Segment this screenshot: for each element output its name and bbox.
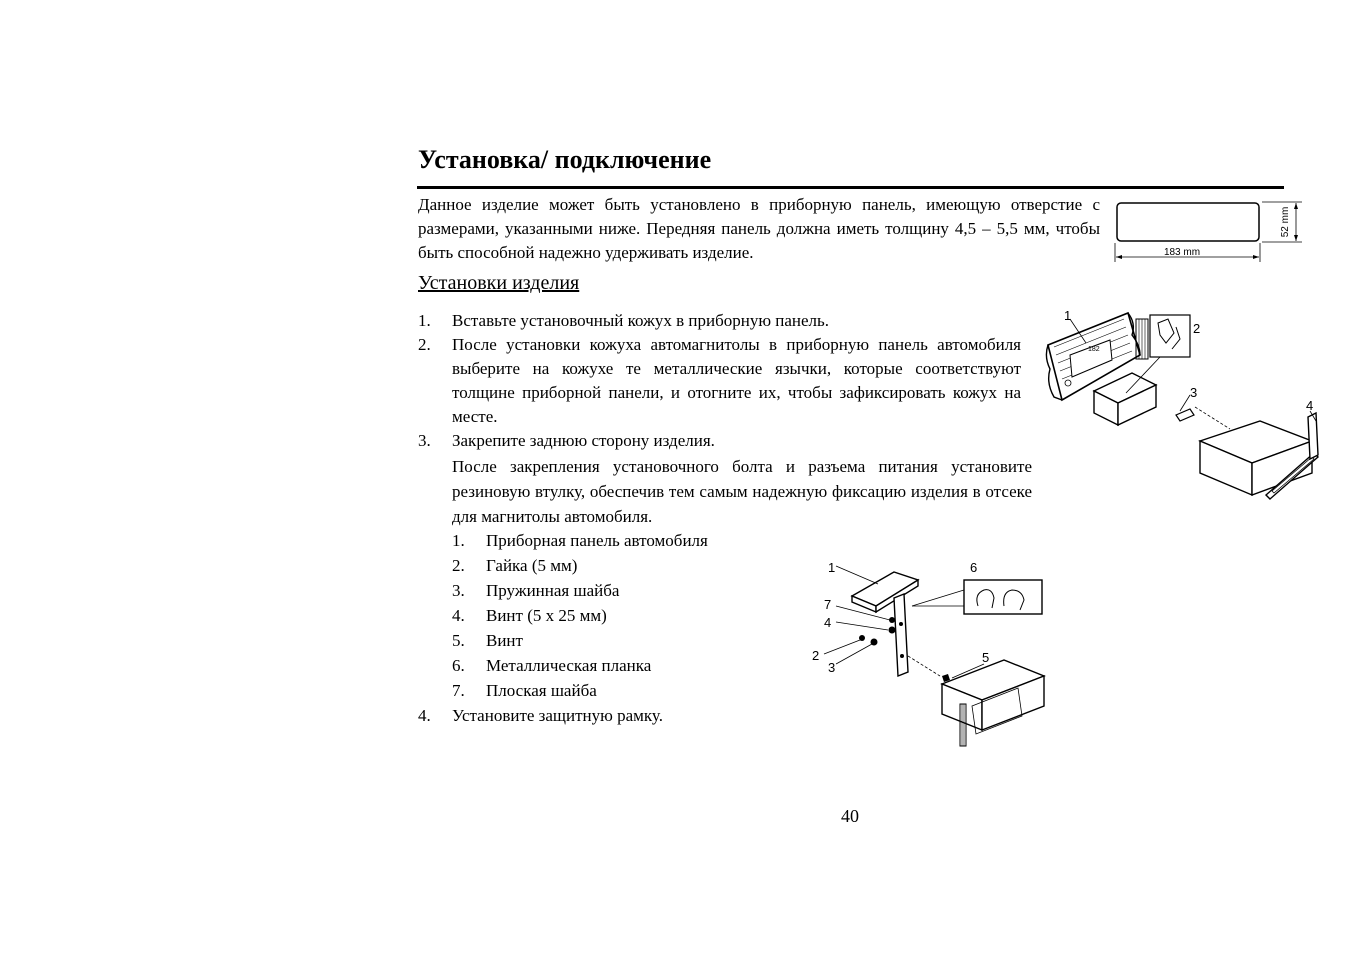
list-item	[452, 554, 772, 578]
figure-label: 4	[824, 615, 832, 630]
page-number: 40	[841, 806, 859, 826]
figure-label: 7	[824, 597, 832, 612]
opening-dimensions-diagram	[1110, 196, 1306, 264]
part-number: 5.	[452, 631, 465, 650]
figure-label: 1	[1064, 308, 1072, 323]
step-text: Установите защитную рамку.	[452, 706, 663, 725]
step-number: 2.	[418, 335, 431, 354]
part-text: Винт	[486, 631, 523, 650]
step-text: После установки кожуха автомагнитолы в приборную панель автомобиля выберите на кожухе те металлические язычки, которые соответствуют толщине приборной панели, и отогните их, чтобы зафиксировать кожух на месте.	[452, 335, 1021, 426]
intro-paragraph: Данное изделие может быть установлено в приборную панель, имеющую отверстие с размерами, указанными ниже. Передняя панель должна иметь толщину 4,5 – 5,5 мм, чтобы быть способной надежно удерживать изделие.	[418, 195, 1100, 262]
part-text: Гайка (5 мм)	[486, 556, 578, 575]
list-item	[418, 429, 1021, 453]
part-number: 4.	[452, 606, 465, 625]
figure-label: 3	[828, 660, 836, 675]
step-text: Вставьте установочный кожух в приборную панель.	[452, 311, 830, 330]
step-number: 3.	[418, 431, 431, 450]
figure-label: 2	[812, 648, 820, 663]
width-dimension-label: 183 mm	[1163, 247, 1201, 258]
part-number: 2.	[452, 556, 465, 575]
figure-label: 1	[828, 560, 836, 575]
part-text: Металлическая планка	[486, 656, 652, 675]
list-item	[452, 679, 772, 703]
part-number: 3.	[452, 581, 465, 600]
figure-label: 3	[1190, 385, 1198, 400]
sleeve-installation-illustration	[1040, 305, 1325, 505]
part-text: Пружинная шайба	[486, 581, 620, 600]
figure-label: 6	[970, 560, 978, 575]
section-subheading: Установки изделия	[418, 272, 580, 294]
title-rule	[417, 186, 1284, 189]
height-dimension-label: 52 mm	[1280, 206, 1291, 238]
panel-size-text: 182	[1088, 346, 1100, 353]
part-text: Винт (5 х 25 мм)	[486, 606, 607, 625]
page-title: Установка/ подключение	[418, 145, 712, 174]
step-text: Закрепите заднюю сторону изделия.	[452, 431, 715, 450]
list-item	[452, 629, 772, 653]
list-item	[418, 333, 1021, 429]
list-item	[452, 654, 772, 678]
rear-mounting-illustration	[808, 554, 1053, 750]
part-text: Приборная панель автомобиля	[486, 531, 708, 550]
step-3-note: После закрепления установочного болта и разъема питания установите резиновую втулку, обеспечив тем самым надежную фиксацию изделия в отсеке для магнитолы автомобиля.	[452, 457, 1032, 526]
figure-label: 5	[982, 650, 990, 665]
figure-label: 2	[1193, 321, 1201, 336]
part-number: 6.	[452, 656, 465, 675]
part-text: Плоская шайба	[486, 681, 597, 700]
step-number: 4.	[418, 706, 431, 725]
list-item	[452, 604, 772, 628]
part-number: 1.	[452, 531, 465, 550]
step-number: 1.	[418, 311, 431, 330]
part-number: 7.	[452, 681, 465, 700]
list-item	[452, 529, 772, 553]
list-item	[452, 579, 772, 603]
list-item	[418, 309, 1021, 333]
figure-label: 4	[1306, 398, 1314, 413]
